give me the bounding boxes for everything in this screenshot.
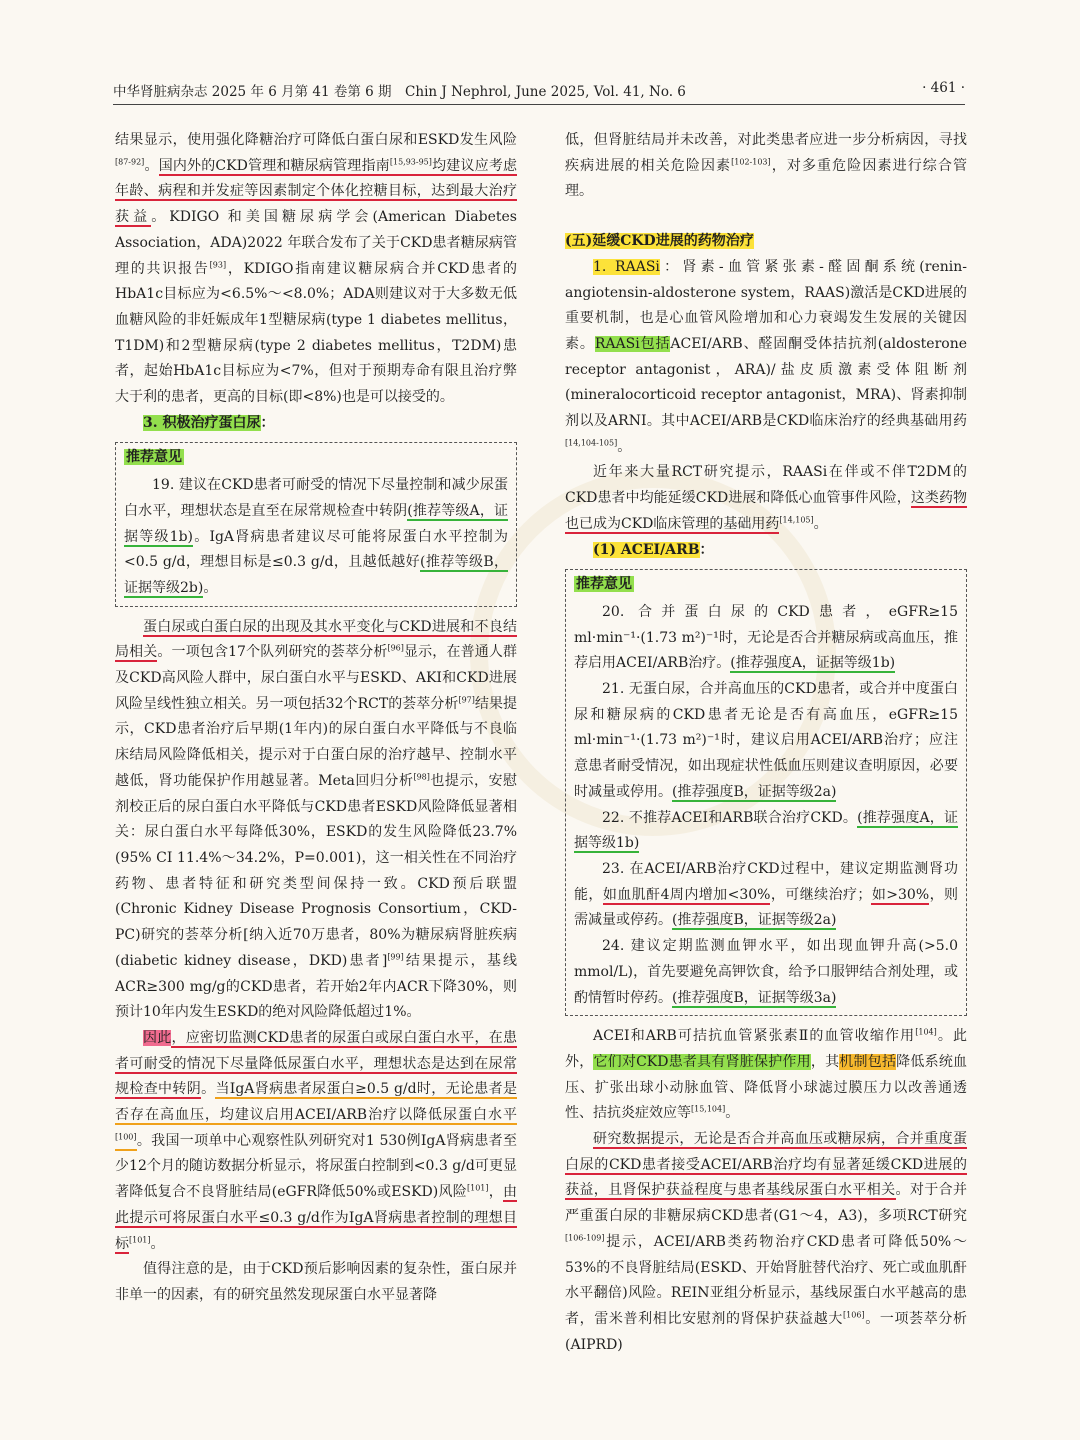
section-heading-5: (五)延缓CKD进展的药物治疗 (565, 233, 754, 250)
recommendation-22: 22. 不推荐ACEI和ARB联合治疗CKD。(推荐强度A，证据等级1b) (574, 809, 958, 852)
highlight-guideline: 国内外的CKD管理和糖尿病管理指南[15,93-95]均建议应考虑年龄、病程和并发症等因素制定个体化控糖目标，达到最大治疗获益 (115, 157, 517, 226)
left-paragraph-4: 值得注意的是，由于CKD预后影响因素的复杂性，蛋白尿并非单一的因素，有的研究虽然发现尿蛋白水平显著降 (115, 1261, 517, 1303)
recommendation-box-left (115, 442, 517, 606)
recommendation-title: 推荐意见 (126, 449, 182, 466)
page-number: · 461 · (922, 80, 965, 96)
section-heading-1: (1) ACEI/ARB： (593, 541, 714, 558)
recommendation-box-right (565, 569, 967, 1016)
recommendation-20: 20. 合并蛋白尿的CKD患者，eGFR≥15 ml·min⁻¹·(1.73 m²)⁻¹时，无论是否合并糖尿病或高血压，推荐启用ACEI/ARB治疗。(推荐强度A，证据等级1b) (574, 603, 958, 672)
left-paragraph-1: 结果显示，使用强化降糖治疗可降低白蛋白尿和ESKD发生风险[87-92]。国内外的CKD管理和糖尿病管理指南[15,93-95]均建议应考虑年龄、病程和并发症等因素制定个体化控糖目标，达到最大治疗获益。KDIGO 和美国糖尿病学会(American Diabetes Association，ADA)2022 年联合发布了关于CKD患者糖尿病管理的共识报告[93]，KDIGO指南建议糖尿病合并CKD患者的HbA1c目标应为<6.5%～<8.0%；ADA则建议对于大多数无低血糖风险的非妊娠成年1型糖尿病(type 1 diabetes mellitus，T1DM)和2型糖尿病(type 2 diabetes mellitus，T2DM)患者，起始HbA1c目标应为<7%，但对于预期寿命有限且治疗弊大于利的患者，更高的目标(即<8%)也是可以接受的。 (115, 132, 517, 406)
page-header (113, 80, 965, 102)
recommendation-23: 23. 在ACEI/ARB治疗CKD过程中，建议定期监测肾功能，如血肌酐4周内增加<30%，可继续治疗；如>30%，则需减量或停药。(推荐强度B，证据等级2a) (574, 860, 958, 929)
highlight-iga: 当IgA肾病患者尿蛋白≥0.5 g/d时，无论患者是否存在高血压，均建议启用ACEI/ARB治疗以降低尿蛋白水平[100] (115, 1081, 517, 1150)
section-heading-3: 3. 积极治疗蛋白尿： (143, 414, 275, 431)
recommendation-21: 21. 无蛋白尿，合并高血压的CKD患者，或合并中度蛋白尿和糖尿病的CKD患者无论是否有高血压，eGFR≥15 ml·min⁻¹·(1.73 m²)⁻¹时，建议启用ACEI/ARB治疗；应注意患者耐受情况，如出现症状性低血压则建议查明原因，必要时减量或停用。(推荐强度B，证据等级2a) (574, 681, 958, 800)
right-paragraph-0: 低，但肾脏结局并未改善，对此类患者应进一步分析病因，寻找疾病进展的相关危险因素[102-103]，对多重危险因素进行综合管理。 (565, 132, 968, 200)
right-column (565, 128, 967, 1358)
right-paragraph-1: 1. RAASi：肾素-血管紧张素-醛固酮系统(renin-angiotensin-aldosterone system，RAAS)激活是CKD进展的重要机制，也是心血管风险增加和心力衰竭发生发展的关键因素。RAASi包括ACEI/ARB、醛固酮受体拮抗剂(aldosterone receptor antagonist，ARA)/盐皮质激素受体阻断剂(mineralocorticoid receptor antagonist，MRA)、肾素抑制剂以及ARNI。其中ACEI/ARB是CKD临床治疗的经典基础用药[14,104-105]。 (565, 258, 967, 455)
right-paragraph-3: ACEI和ARB可拮抗血管紧张素Ⅱ的血管收缩作用[104]。此外，它们对CKD患者具有肾脏保护作用，其机制包括降低系统血压、扩张出球小动脉血管、降低肾小球滤过膜压力以改善通透性、拮抗炎症效应等[15,104]。 (565, 1027, 968, 1122)
recommendation-title: 推荐意见 (576, 576, 632, 593)
right-paragraph-2: 近年来大量RCT研究提示，RAASi在伴或不伴T2DM的CKD患者中均能延缓CKD进展和降低心血管事件风险，这类药物也已成为CKD临床管理的基础用药[14,105]。 (565, 464, 968, 532)
recommendation-19: 19. 建议在CKD患者可耐受的情况下尽量控制和减少尿蛋白水平，理想状态是直至在尿常规检查中转阴(推荐等级A，证据等级1b)。IgA肾病患者建议尽可能将尿蛋白水平控制为<0.5 g/d，理想目标是≤0.3 g/d，且越低越好(推荐等级B，证据等级2b)。 (124, 477, 508, 596)
left-paragraph-3: 因此，应密切监测CKD患者的尿蛋白或尿白蛋白水平，在患者可耐受的情况下尽量降低尿蛋白水平，理想状态是达到在尿常规检查中转阴。当IgA肾病患者尿蛋白≥0.5 g/d时，无论患者是否存在高血压，均建议启用ACEI/ARB治疗以降低尿蛋白水平[100]。我国一项单中心观察性队列研究对1 530例IgA肾病患者至少12个月的随访数据分析显示，将尿蛋白控制到<0.3 g/d可更显著降低复合不良肾脏结局(eGFR降低50%或ESKD)风险[101]，由此提示可将尿蛋白水平≤0.3 g/d作为IgA肾病患者控制的理想目标[101]。 (115, 1029, 518, 1252)
right-paragraph-4: 研究数据提示，无论是否合并高血压或糖尿病，合并重度蛋白尿的CKD患者接受ACEI/ARB治疗均有显著延缓CKD进展的获益，且肾保护获益程度与患者基线尿蛋白水平相关。对于合并严重蛋白尿的非糖尿病CKD患者(G1～4，A3)，多项RCT研究[106-109]提示，ACEI/ARB类药物治疗CKD患者可降低50%～53%的不良肾脏结局(ESKD、开始肾脏替代治疗、死亡或血肌酐水平翻倍)风险。REIN亚组分析显示，基线尿蛋白水平越高的患者，雷米普利相比安慰剂的肾保护获益越大[106]。一项荟萃分析(AIPRD) (565, 1131, 968, 1353)
journal-citation: 中华肾脏病杂志 2025 年 6 月第 41 卷第 6 期 Chin J Nephrol, June 2025, Vol. 41, No. 6 (113, 84, 686, 100)
recommendation-24: 24. 建议定期监测血钾水平，如出现血钾升高(>5.0 mmol/L)，首先要避免高钾饮食，给予口服钾结合剂处理，或酌情暂时停药。(推荐强度B，证据等级3a) (574, 938, 958, 1006)
left-paragraph-2: 蛋白尿或白蛋白尿的出现及其水平变化与CKD进展和不良结局相关。一项包含17个队列研究的荟萃分析[96]显示，在普通人群及CKD高风险人群中，尿白蛋白水平与ESKD、AKI和CKD进展风险呈线性独立相关。另一项包括32个RCT的荟萃分析[97]结果提示，CKD患者治疗后早期(1年内)的尿白蛋白水平降低与不良临床结局风险降低相关，提示对于白蛋白尿的治疗越早、控制水平越低，肾功能保护作用越显著。Meta回归分析[98]也提示，安慰剂校正后的尿白蛋白水平降低与CKD患者ESKD风险降低显著相关：尿白蛋白水平每降低30%，ESKD的发生风险降低23.7%(95% CI 11.4%～34.2%，P=0.001)，这一相关性在不同治疗药物、患者特征和研究类型间保持一致。CKD预后联盟(Chronic Kidney Disease Prognosis Consortium，CKD-PC)研究的荟萃分析[纳入近70万患者，80%为糖尿病肾脏疾病(diabetic kidney disease，DKD)患者][99]结果提示，基线ACR≥300 mg/g的CKD患者，若开始2年内ACR下降30%，则预计10年内发生ESKD的绝对风险降低超过1%。 (115, 618, 518, 1021)
header-rule (113, 104, 965, 105)
left-column (115, 128, 517, 1309)
section-gap (565, 205, 967, 229)
